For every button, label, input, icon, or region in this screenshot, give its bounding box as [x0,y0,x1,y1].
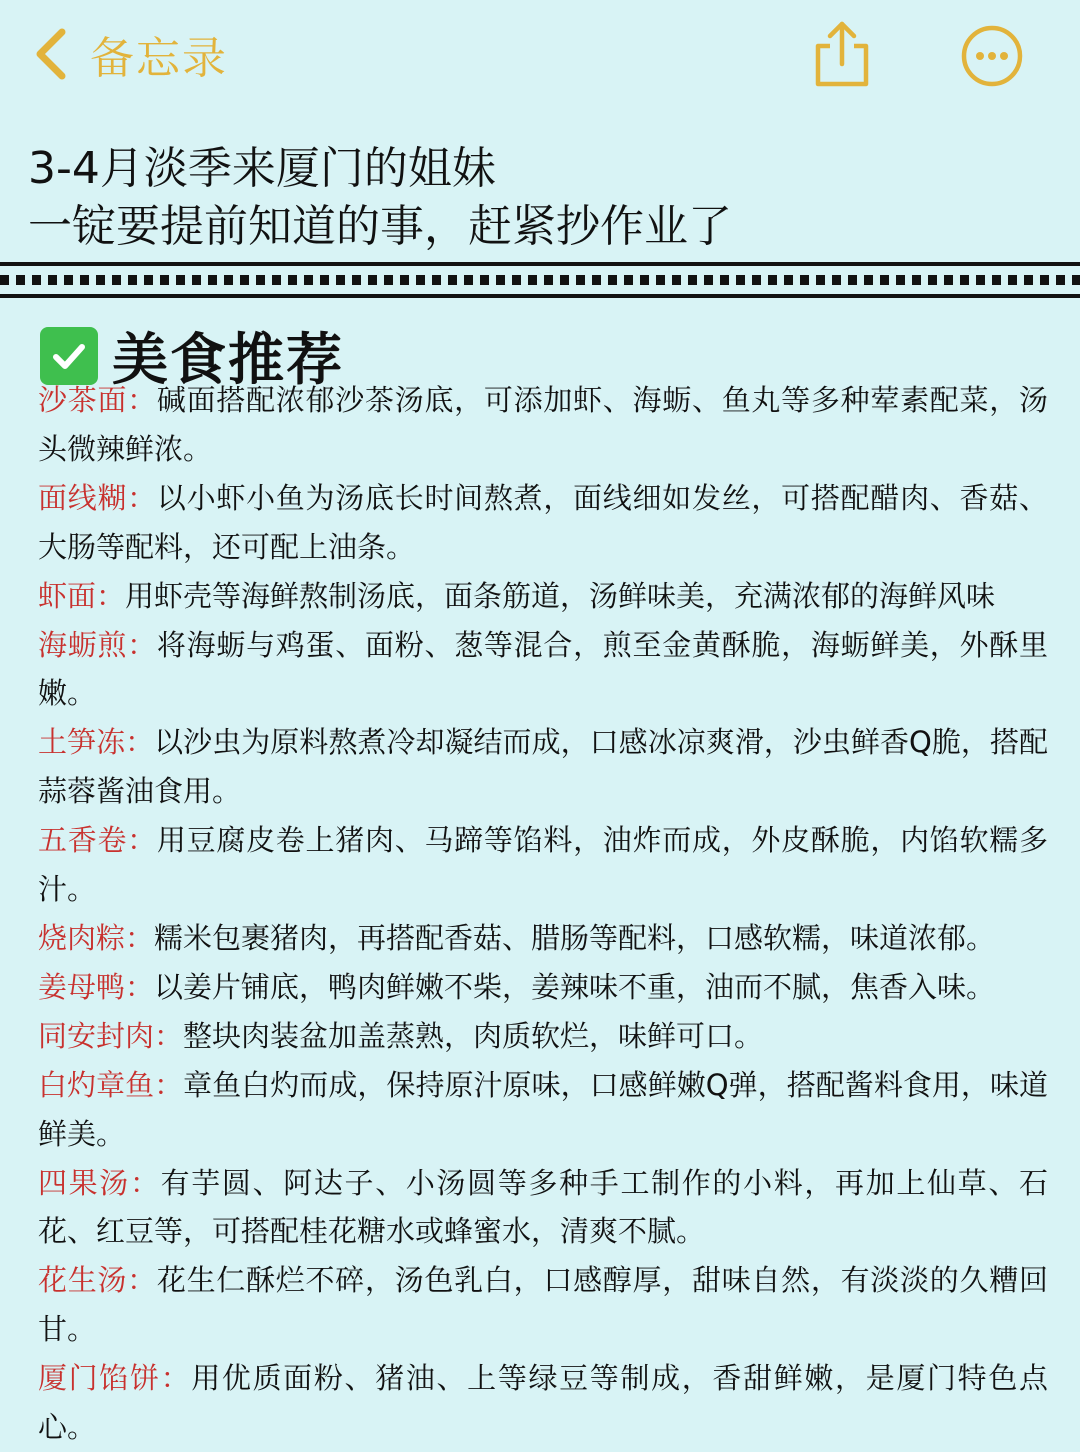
food-item [38,1159,1048,1257]
food-item [38,1354,1048,1452]
food-name: 虾面： [38,578,126,613]
food-item [38,572,1048,621]
navigation-bar [0,0,1080,110]
food-name: 厦门馅饼： [38,1361,192,1396]
food-description: 以沙虫为原料熬煮冷却凝结而成，口感冰凉爽滑，沙虫鲜香Q脆，搭配蒜蓉酱油食用。 [38,725,1048,809]
section-title: 美食推荐 [112,328,344,393]
food-description: 碱面搭配浓郁沙茶汤底，可添加虾、海蛎、鱼丸等多种荤素配菜，汤头微辣鲜浓。 [38,383,1048,466]
food-description: 花生仁酥烂不碎，汤色乳白，口感醇厚，甜味自然，有淡淡的久糟回甘。 [38,1263,1048,1347]
food-name: 土笋冻： [38,725,155,760]
food-item [38,963,1048,1012]
food-name: 白灼章鱼： [38,1067,184,1102]
food-description: 用优质面粉、猪油、上等绿豆等制成，香甜鲜嫩，是厦门特色点心。 [38,1361,1048,1445]
food-description: 用豆腐皮卷上猪肉、马蹄等馅料，油炸而成，外皮酥脆，内馅软糯多汁。 [38,823,1048,907]
food-item [38,816,1048,914]
food-name: 花生汤： [38,1263,157,1298]
food-item [38,718,1048,816]
title-line-1: 3-4月淡季来厦门的姐妹 [28,143,496,194]
food-description: 整块肉装盆加盖蒸熟，肉质软烂，味鲜可口。 [183,1018,764,1053]
food-description: 将海蛎与鸡蛋、面粉、葱等混合，煎至金黄酥脆，海蛎鲜美，外酥里嫩。 [38,627,1048,711]
food-name: 沙茶面： [38,383,157,417]
food-name: 姜母鸭： [38,969,155,1004]
back-button[interactable] [30,22,228,86]
food-description: 以姜片铺底，鸭肉鲜嫩不柴，姜辣味不重，油而不腻，焦香入味。 [154,969,996,1004]
more-icon [960,24,1024,88]
share-button[interactable] [812,18,872,90]
food-description: 章鱼白灼而成，保持原汁原味，口感鲜嫩Q弹，搭配酱料食用，味道鲜美。 [38,1067,1048,1151]
food-item [38,621,1048,719]
food-item [38,474,1048,572]
food-description: 有芋圆、阿达子、小汤圆等多种手工制作的小料，再加上仙草、石花、红豆等，可搭配桂花糖水或蜂蜜水，清爽不腻。 [38,1165,1048,1249]
food-description: 糯米包裹猪肉，再搭配香菇、腊肠等配料，口感软糯，味道浓郁。 [154,920,996,955]
food-list [38,376,1048,1452]
note-title [28,140,1058,256]
food-item [38,1256,1048,1354]
food-name: 烧肉粽： [38,920,155,955]
title-line-2: 一锭要提前知道的事，赶紧抄作业了 [28,201,732,252]
food-name: 海蛎煎： [38,627,157,662]
food-description: 用虾壳等海鲜熬制汤底，面条筋道，汤鲜味美，充满浓郁的海鲜风味 [125,578,996,613]
film-strip-divider [0,262,1080,298]
food-name: 面线糊： [38,480,157,515]
food-name: 四果汤： [38,1165,161,1200]
more-button[interactable] [960,24,1024,88]
back-label: 备忘录 [90,33,228,84]
food-name: 同安封肉： [38,1018,184,1053]
food-description: 以小虾小鱼为汤底长时间熬煮，面线细如发丝，可搭配醋肉、香菇、大肠等配料，还可配上油条。 [38,480,1048,564]
chevron-left-icon [30,24,74,84]
food-item [38,914,1048,963]
food-item [38,1012,1048,1061]
food-item [38,376,1048,474]
food-item [38,1061,1048,1159]
share-icon [812,18,872,90]
food-name: 五香卷： [38,823,157,858]
